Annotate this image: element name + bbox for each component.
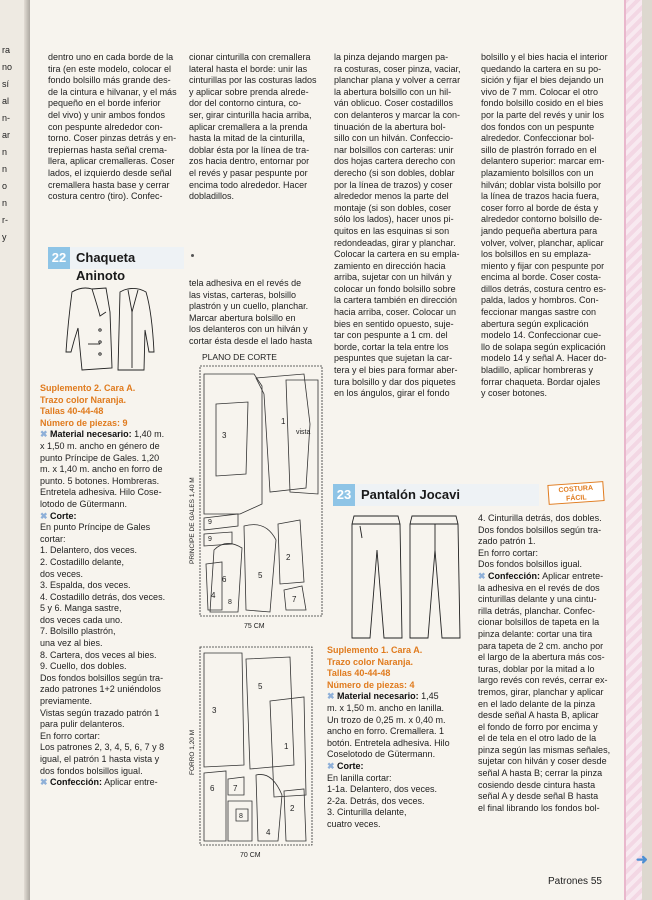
- text-line: coser forro al borde de ésta y: [481, 202, 599, 213]
- text-line: para pulir delanteros.: [40, 719, 125, 730]
- text-line: largo revés con revés, cerrar ex-: [478, 675, 608, 686]
- text-line: Dos fondos bolsillos según tra-: [478, 524, 602, 535]
- prev-page-fragment: n-: [2, 113, 11, 123]
- text-line: el de tela en el otro lado de la: [478, 733, 597, 744]
- text-line: el revés y pasar pespunte por: [189, 167, 308, 178]
- text-line: m. x 1,40 m. ancho en forro de: [40, 464, 163, 475]
- text-line: plazamiento bolsillos con un: [481, 167, 594, 178]
- bullet-icon: ✖: [40, 429, 51, 440]
- text-line: una vez al bies.: [40, 638, 103, 649]
- text-line: delantero superior: marcar em-: [481, 156, 605, 167]
- text-line: con delanteros y marcar la con-: [334, 109, 461, 120]
- text-line: Colocar la cartera en su empla-: [334, 249, 460, 260]
- text-line: 8. Cartera, dos veces al bies.: [40, 649, 157, 660]
- text-line: En forro cortar:: [478, 547, 539, 558]
- text-line: dos veces cada uno.: [40, 614, 123, 625]
- text-line: arriba, sujetar con un hilván y: [334, 272, 452, 283]
- text-line: zado patrón 1.: [478, 536, 536, 547]
- page-footer: [548, 876, 602, 887]
- text-line: hasta la mitad de la cinturilla,: [189, 133, 306, 144]
- col4-text: [481, 52, 621, 400]
- piece-number: 7: [233, 784, 238, 793]
- text-line: cionar bolsillos de tapeta en la: [478, 617, 600, 628]
- text-line: por la parte del revés y unir los: [481, 109, 605, 120]
- text-line: para tapeta de 2 cm. ancho por: [478, 640, 604, 651]
- text-line: el largo de la abertura más cos-: [478, 652, 605, 663]
- text-line: cosiendo desde cintura hasta: [478, 779, 596, 790]
- text-line: 9. Cuello, dos dobles.: [40, 661, 127, 672]
- text-line: tela adhesiva en el revés de: [189, 278, 302, 288]
- text-line: tinuación de la abertura bol-: [334, 121, 446, 132]
- piece-number: 6: [210, 784, 215, 793]
- text-line: 2-2a. Detrás, dos veces.: [327, 795, 425, 806]
- text-line: previamente.: [40, 696, 93, 707]
- text-line: Dos fondos bolsillos según tra-: [40, 672, 164, 683]
- text-line: tura bolsillo y dar dos piquetes: [334, 376, 456, 387]
- piece-number: 1: [284, 742, 289, 751]
- col4-lower-text: [478, 513, 628, 814]
- text-line: ancho en forro. Cremallera. 1: [327, 726, 445, 737]
- text-line: desde señal A hasta B, aplicar: [478, 710, 599, 721]
- section-title: Pantalón Jocavi: [361, 487, 460, 502]
- text-line: Tallas 40-44-48: [40, 406, 104, 417]
- text-line: 1. Delantero, dos veces.: [40, 545, 138, 556]
- prev-page-fragment: sí: [2, 79, 10, 89]
- text-line: En punto Príncipe de Gales: [40, 522, 151, 533]
- piece-number: 8: [228, 599, 232, 606]
- text-line: volver, volver, planchar, aplicar: [481, 237, 604, 248]
- text-line: cinturillas por las costuras lados: [189, 75, 317, 86]
- text-line: En lanilla cortar:: [327, 772, 392, 783]
- text-line: cinturillas delante y una cintu-: [478, 594, 597, 605]
- text-line: encima al borde. Coser costa-: [481, 272, 602, 283]
- text-line: ✖ Corte:: [40, 510, 77, 521]
- prev-page-fragment: n: [2, 198, 8, 208]
- text-line: bolsillo y el bies hacia el interior: [481, 52, 608, 62]
- cutting-plan-2: [186, 645, 328, 865]
- text-line: llo de solapa según explicación: [481, 341, 606, 352]
- text-line: igual, el patrón 1 hasta vista y: [40, 754, 160, 764]
- text-line: turas, doblar por la mitad a lo: [478, 663, 595, 674]
- text-line: forrar chaqueta. Bordar ojales: [481, 376, 601, 387]
- text-line: pinza delante: cortar una tira: [478, 628, 593, 639]
- bullet-icon: ✖: [478, 570, 489, 581]
- text-line: ✖ Material necesario: 1,40 m.: [40, 429, 165, 440]
- text-line: 3. Cinturilla delante,: [327, 807, 407, 818]
- text-line: dos fondos bolsillos igual.: [40, 765, 143, 776]
- text-line: feccionar mangas sastre con: [481, 307, 597, 318]
- text-line: hacia arriba, coser. Colocar un: [334, 307, 457, 318]
- text-line: rilla detrás, planchar. Confec-: [478, 605, 596, 616]
- text-line: modelo 14. Confeccionar cue-: [481, 330, 602, 341]
- badge-line: COSTURA: [558, 484, 594, 495]
- text-line: ✖ Confección: Aplicar entre-: [40, 777, 158, 788]
- piece-number: 5: [258, 682, 263, 691]
- text-line: 4. Cinturilla detrás, dos dobles.: [478, 513, 602, 523]
- text-line: En forro cortar:: [40, 730, 101, 741]
- text-line: tremos, girar, planchar y aplicar: [478, 686, 604, 697]
- text-line: llera, aplicar cremalleras. Coser: [48, 156, 175, 167]
- text-line: derecho (si son dobles, doblar: [334, 167, 455, 178]
- text-line: alrededor. Confeccionar bol-: [481, 133, 595, 144]
- text-line: la adhesiva en el revés de dos: [478, 582, 600, 593]
- text-line: los bolsillos en su emplaza-: [481, 249, 592, 260]
- piece-number: 5: [258, 571, 263, 580]
- text-line: ✖ Corte:: [327, 760, 364, 771]
- text-line: dor del contorno cintura, co-: [189, 98, 302, 109]
- text-line: hilván; doblar vista bolsillo por: [481, 179, 602, 190]
- col1-lower-text: [40, 383, 185, 789]
- text-line: quedando la cartera en su po-: [481, 63, 602, 74]
- text-line: Entretela adhesiva. Hilo Cose-: [40, 487, 162, 498]
- text-line: Dos fondos bolsillos igual.: [478, 559, 583, 570]
- text-line: con pespunte alrededor con-: [48, 121, 163, 132]
- text-line: torno. Coser pinzas detrás y en-: [48, 133, 177, 144]
- text-line: en el lado delante de la pinza: [478, 698, 596, 709]
- text-line: dillos detrás, costura centro es-: [481, 283, 607, 294]
- text-line: zamiento en dirección hacia: [334, 260, 446, 271]
- plano-label: PLANO DE CORTE: [202, 352, 277, 362]
- text-line: dos fondos con un pespunte: [481, 121, 595, 132]
- prev-page-fragment: n: [2, 147, 8, 157]
- text-line: alrededor contorno bolsillo de-: [481, 214, 603, 225]
- text-line: pequeño en el borde inferior: [48, 98, 161, 109]
- text-line: Un trozo de 0,25 m. x 0,40 m.: [327, 714, 446, 725]
- text-line: sillo con un hilván. Confeccio-: [334, 133, 454, 144]
- text-line: dos hojas cartera derecho con: [334, 156, 456, 167]
- piece-number: 4: [266, 828, 271, 837]
- text-line: ser, girar cinturilla hacia arriba,: [189, 109, 312, 120]
- fabric-label: FORRO 1,20 M: [189, 729, 196, 775]
- text-line: Trazo color Naranja.: [40, 394, 127, 405]
- col2-mid-text: [189, 278, 329, 348]
- prev-page-fragment: ra: [2, 45, 11, 55]
- text-line: trepiernas hasta señal crema-: [48, 144, 168, 155]
- jacket-illustration: [48, 282, 178, 377]
- text-line: alrededor menos la parte del: [334, 191, 449, 202]
- text-line: sillo de plastrón forrado en el: [481, 144, 597, 155]
- text-line: doblar ésta por la línea de tra-: [189, 144, 310, 155]
- text-line: 4. Costadillo detrás, dos veces.: [40, 591, 166, 602]
- section-title: Chaqueta Aninoto: [76, 250, 136, 283]
- text-line: m. x 1,50 m. ancho en lanilla.: [327, 702, 445, 713]
- text-line: Los patrones 2, 3, 4, 5, 6, 7 y 8: [40, 742, 165, 753]
- text-line: la pinza dejando margen pa-: [334, 52, 449, 62]
- text-line: por la línea de trazos) y coser: [334, 179, 453, 190]
- text-line: ván oblicuo. Coser costadillos: [334, 98, 454, 109]
- text-line: borde, cortar la tela entre los: [334, 341, 449, 352]
- text-line: tar con pespunte a 1 cm. del: [334, 330, 448, 341]
- text-line: sición y fijar el bies dejando un: [481, 75, 604, 86]
- text-line: el fondo de forro por encima y: [478, 721, 598, 732]
- prev-page-fragment: r-: [2, 215, 8, 225]
- text-line: pinza según las mismas señales,: [478, 744, 611, 755]
- vista-label: vista: [296, 429, 311, 436]
- text-line: 2. Costadillo delante,: [40, 556, 125, 567]
- text-line: los delanteros con un hilván y: [189, 324, 308, 335]
- text-line: Suplemento 1. Cara A.: [327, 645, 423, 655]
- text-line: y aplicar sobre prenda alrede-: [189, 86, 309, 97]
- text-line: señal A y desde señal B hasta: [478, 791, 599, 802]
- text-line: Número de piezas: 9: [40, 417, 128, 428]
- text-line: punto. 5 botones. Hombreras.: [40, 475, 160, 486]
- prev-page-fragment: al: [2, 96, 10, 106]
- width-label: 70 CM: [240, 852, 261, 859]
- piece-number: 6: [222, 575, 227, 584]
- text-line: planchar plana y volver a cerrar: [334, 75, 461, 86]
- text-line: quitos en las esquinas si son: [334, 225, 450, 236]
- bullet-icon: ✖: [327, 691, 338, 702]
- text-line: 1-1a. Delantero, dos veces.: [327, 784, 438, 795]
- text-line: miento y fijar con pespunte por: [481, 260, 605, 271]
- pin-marker: [191, 254, 194, 257]
- page-number: 55: [590, 876, 602, 887]
- text-line: dentro uno en cada borde de la: [48, 52, 174, 62]
- prev-page-fragment: no: [2, 62, 13, 72]
- prev-page-fragment: ar: [2, 130, 11, 140]
- section-22-header: [48, 247, 184, 283]
- text-line: y coser botones.: [481, 388, 548, 399]
- text-line: zos hacia dentro, entornar por: [189, 156, 310, 167]
- text-line: jando pequeña abertura para: [481, 225, 598, 236]
- piece-number: 3: [222, 431, 227, 440]
- text-line: la cartera también en dirección: [334, 295, 458, 306]
- text-line: bladillo, aplicar hombreras y: [481, 365, 594, 376]
- col3-lower-text: [327, 645, 472, 831]
- text-line: Número de piezas: 4: [327, 679, 415, 690]
- previous-page-edge: [0, 0, 34, 900]
- prev-page-fragment: o: [2, 181, 8, 191]
- text-line: aplicar cremallera a la prenda: [189, 121, 308, 132]
- text-line: de la cintura e hilvanar, y el más: [48, 86, 177, 97]
- text-line: el final librando los fondos bol-: [478, 802, 600, 813]
- text-line: ✖ Confección: Aplicar entrete-: [478, 570, 604, 581]
- piece-number: 9: [208, 519, 212, 526]
- badge-line: FÁCIL: [565, 494, 587, 503]
- text-line: costura centro (tiro). Confec-: [48, 191, 163, 202]
- text-line: dos veces.: [40, 568, 84, 579]
- trousers-illustration: [340, 510, 472, 645]
- bullet-icon: ✖: [40, 777, 51, 788]
- piece-number: 4: [211, 591, 216, 600]
- footer-section: Patrones: [548, 876, 589, 887]
- text-line: pespuntes que sujetan la car-: [334, 353, 453, 364]
- cutting-plan-1: [186, 364, 328, 634]
- text-line: lateral hasta el borde: unir las: [189, 63, 308, 74]
- text-line: bies en sentido opuesto, suje-: [334, 318, 454, 329]
- text-line: 7. Bolsillo plastrón,: [40, 626, 116, 637]
- text-line: lotodo de Gütermann.: [40, 498, 128, 509]
- text-line: en los ángulos, girar el fondo: [334, 388, 450, 399]
- text-line: redondeadas, girar y planchar.: [334, 237, 456, 248]
- prev-page-fragment: y: [2, 232, 7, 242]
- text-line: fondo bolsillo cosido en el bies: [481, 98, 604, 109]
- text-line: cortar ésta desde el lado hasta: [189, 335, 313, 346]
- piece-number: 3: [212, 706, 217, 715]
- col2-top-text: [189, 52, 329, 203]
- bullet-icon: ✖: [327, 760, 338, 771]
- text-line: tera y el bies para formar aber-: [334, 365, 458, 376]
- text-line: nar bolsillos con carteras: unir: [334, 144, 454, 155]
- text-line: botón. Entretela adhesiva. Hilo: [327, 737, 450, 748]
- width-label: 75 CM: [244, 623, 265, 630]
- piece-number: 1: [281, 417, 286, 426]
- text-line: la línea de trazos hacia fuera,: [481, 191, 600, 202]
- col1-top-text: [48, 52, 178, 203]
- text-line: Suplemento 2. Cara A.: [40, 383, 136, 393]
- text-line: plastrón y un cuello, planchar.: [189, 301, 309, 312]
- text-line: la abertura bolsillo con un hil-: [334, 86, 452, 97]
- text-line: señal A hasta B; cerrar la pinza: [478, 768, 603, 779]
- piece-number: 7: [292, 595, 297, 604]
- text-line: cuatro veces.: [327, 818, 381, 829]
- text-line: Tallas 40-44-48: [327, 668, 391, 679]
- prev-page-fragment: n: [2, 164, 8, 174]
- text-line: Marcar abertura bolsillo en: [189, 312, 296, 323]
- col3-text: [334, 52, 474, 400]
- text-line: encima todo alrededor. Hacer: [189, 179, 308, 190]
- text-line: ra costuras, coser pinza, vaciar,: [334, 63, 461, 74]
- text-line: montaje (si son dobles, coser: [334, 202, 452, 213]
- text-line: Vistas según trazado patrón 1: [40, 707, 160, 718]
- text-line: punto Príncipe de Gales. 1,20: [40, 452, 160, 463]
- text-line: cortar:: [40, 533, 66, 544]
- bullet-icon: ✖: [40, 510, 51, 521]
- text-line: palda, lados y hombros. Con-: [481, 295, 599, 306]
- arrow-right-icon: ➜: [636, 851, 648, 867]
- text-line: cremallera hasta base y cerrar: [48, 179, 170, 190]
- text-line: ✖ Material necesario: 1,45: [327, 691, 439, 702]
- section-number: 22: [48, 247, 70, 269]
- text-line: tira (en este modelo, colocar el: [48, 63, 172, 74]
- text-line: Coselotodo de Gütermann.: [327, 749, 436, 760]
- text-line: sólo los lados), hacer unos pi-: [334, 214, 454, 225]
- text-line: Trazo color Naranja.: [327, 656, 414, 667]
- piece-number: 9: [208, 536, 212, 543]
- text-line: del vivo) y unir ambos fondos: [48, 109, 166, 120]
- text-line: 3. Espalda, dos veces.: [40, 580, 131, 591]
- piece-number: 2: [286, 553, 291, 562]
- text-line: cionar cinturilla con cremallera: [189, 52, 311, 62]
- text-line: 5 y 6. Manga sastre,: [40, 603, 122, 614]
- piece-number: 8: [239, 813, 243, 820]
- easy-sewing-badge: [547, 481, 604, 505]
- piece-number: 2: [290, 804, 295, 813]
- section-number: 23: [333, 484, 355, 506]
- text-line: dobladillos.: [189, 191, 235, 202]
- text-line: colocar un fondo bolsillo sobre: [334, 283, 456, 294]
- text-line: abertura según explicación: [481, 318, 589, 329]
- text-line: zado patrones 1+2 uniéndolos: [40, 684, 161, 695]
- text-line: las vistas, carteras, bolsillo: [189, 289, 297, 300]
- fabric-label: PRINCIPE DE GALES 1,40 M: [189, 477, 196, 564]
- text-line: vivo de 7 mm. Colocar el otro: [481, 86, 599, 97]
- text-line: fondo bolsillo más grande des-: [48, 75, 171, 86]
- text-line: sujetar con hilván y coser desde: [478, 756, 607, 767]
- text-line: modelo 14 y señal A. Hacer do-: [481, 353, 607, 364]
- text-line: x 1,50 m. ancho en género de: [40, 440, 160, 451]
- section-23-header: [333, 484, 539, 506]
- text-line: lados, el izquierdo desde señal: [48, 167, 172, 178]
